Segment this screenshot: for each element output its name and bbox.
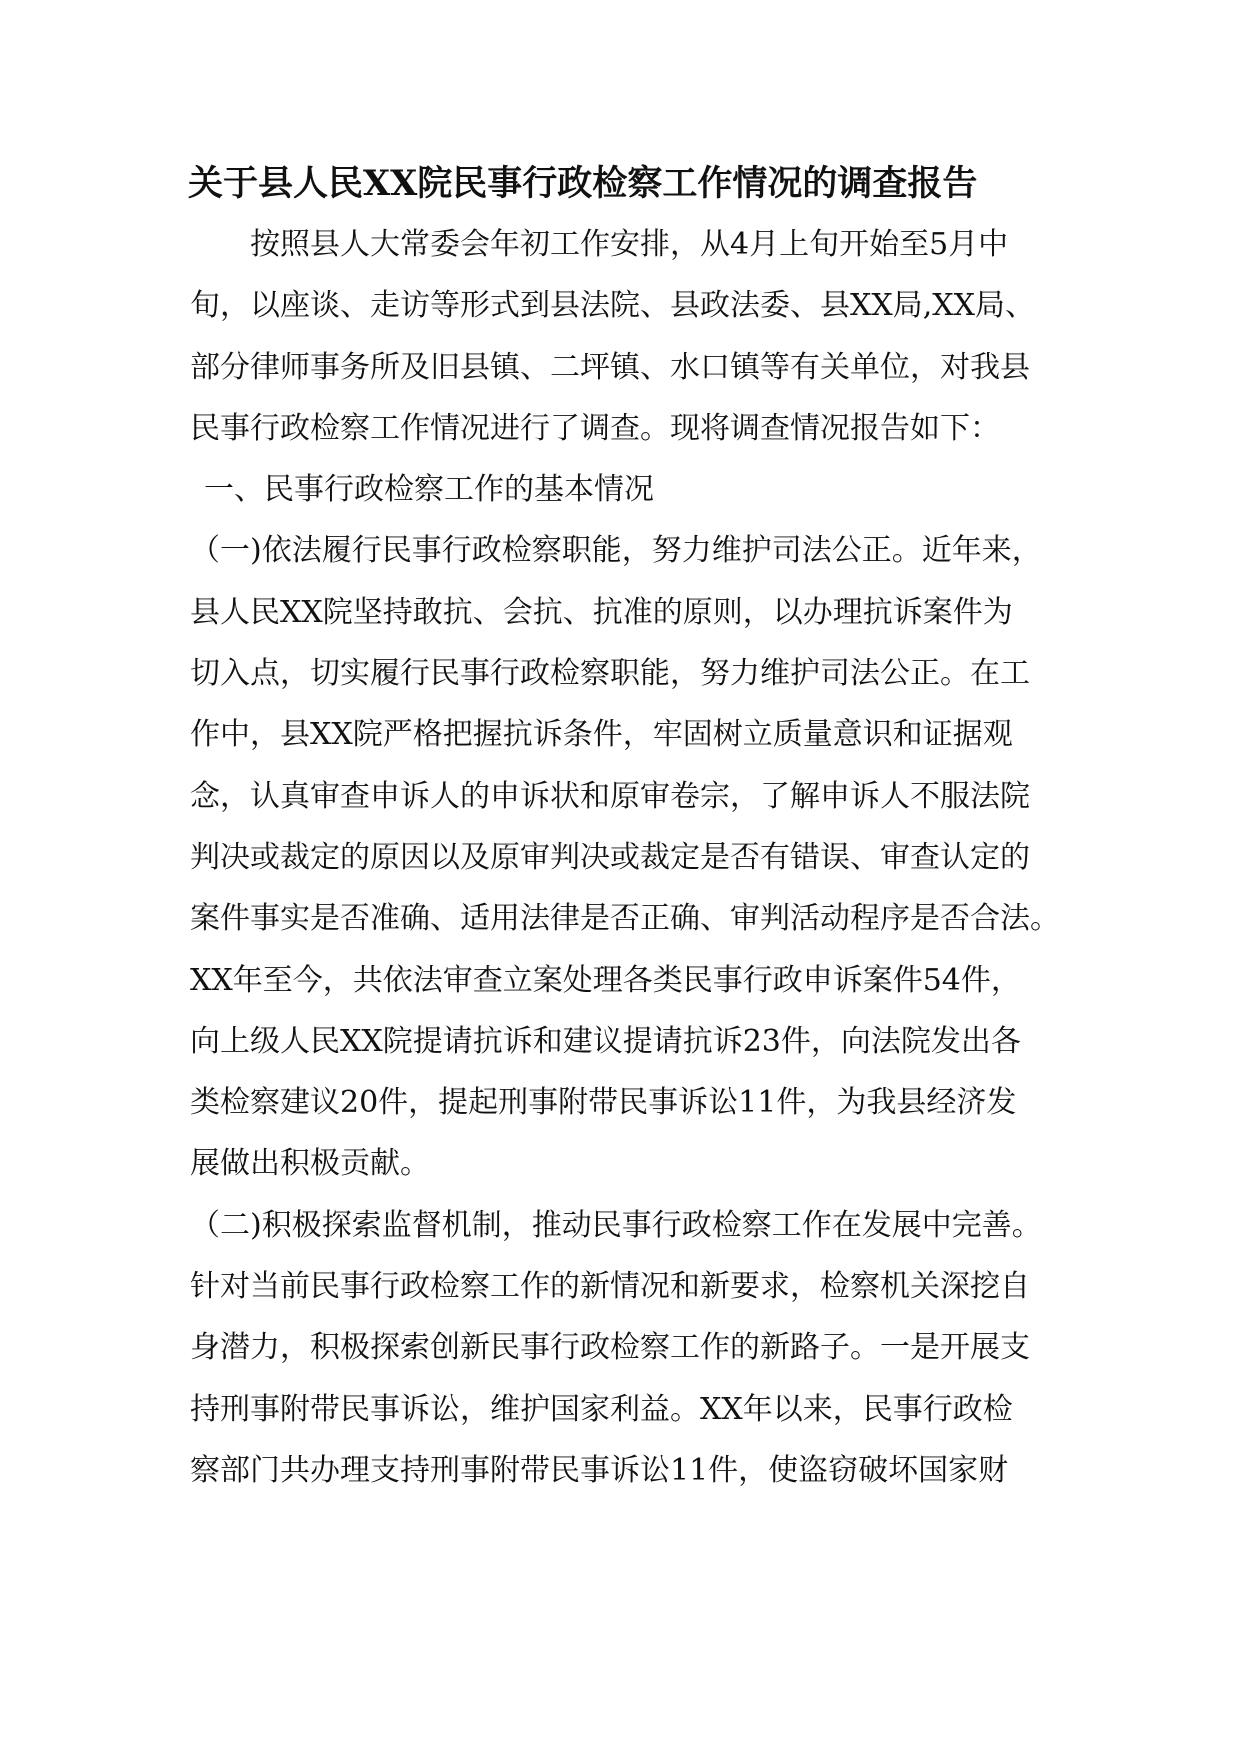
paragraph-line: 切入点，切实履行民事行政检察职能，努力维护司法公正。在工 (190, 656, 1030, 692)
paragraph-line: 察部门共办理支持刑事附带民事诉讼11件，使盗窃破坏国家财 (190, 1452, 1009, 1488)
document-title: 关于县人民XX院民事行政检察工作情况的调查报告 (188, 163, 978, 204)
paragraph-line: 旬，以座谈、走访等形式到县法院、县政法委、县XX局,XX局、 (190, 288, 1035, 324)
paragraph-line: 部分律师事务所及旧县镇、二坪镇、水口镇等有关单位，对我县 (190, 349, 1030, 385)
paragraph-line: 持刑事附带民事诉讼，维护国家利益。XX年以来，民事行政检 (190, 1391, 1013, 1427)
paragraph-line: 向上级人民XX院提请抗诉和建议提请抗诉23件，向法院发出各 (190, 1023, 1021, 1059)
paragraph-line: 民事行政检察工作情况进行了调查。现将调查情况报告如下： (190, 410, 1000, 446)
paragraph-line: 展做出积极贡献。 (190, 1146, 430, 1182)
document-body (190, 222, 1060, 1509)
paragraph-line: （二)积极探索监督机制，推动民事行政检察工作在发展中完善。 (190, 1207, 1042, 1243)
paragraph-line: 类检察建议20件，提起刑事附带民事诉讼11件，为我县经济发 (190, 1085, 1017, 1121)
paragraph-line: 案件事实是否准确、适用法律是否正确、审判活动程序是否合法。 (190, 901, 1060, 937)
paragraph-line: 县人民XX院坚持敢抗、会抗、抗准的原则，以办理抗诉案件为 (190, 594, 1013, 630)
paragraph-line: 按照县人大常委会年初工作安排，从4月上旬开始至5月中 (250, 227, 1009, 262)
paragraph-line: 针对当前民事行政检察工作的新情况和新要求，检察机关深挖自 (190, 1269, 1030, 1305)
paragraph-line: （一)依法履行民事行政检察职能，努力维护司法公正。近年来， (190, 533, 1042, 569)
paragraph-line: 判决或裁定的原因以及原审判决或裁定是否有错误、审查认定的 (190, 839, 1030, 875)
paragraph-line: 念，认真审查申诉人的申诉状和原审卷宗，了解申诉人不服法院 (190, 778, 1030, 814)
paragraph-line: 作中，县XX院严格把握抗诉条件，牢固树立质量意识和证据观 (190, 717, 1013, 753)
paragraph-line: XX年至今，共依法审查立案处理各类民事行政申诉案件54件， (190, 962, 1021, 998)
section-heading: 一、民事行政检察工作的基本情况 (204, 472, 654, 508)
paragraph-line: 身潜力，积极探索创新民事行政检察工作的新路子。一是开展支 (190, 1330, 1030, 1366)
